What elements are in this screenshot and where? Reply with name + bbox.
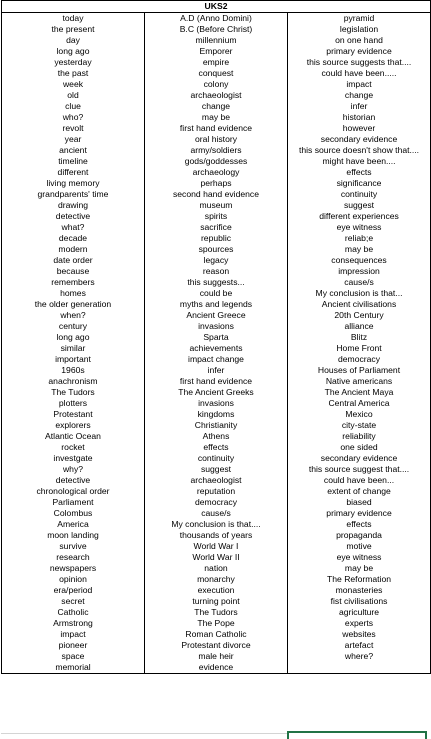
cell-col-a[interactable]: long ago — [2, 332, 145, 343]
cell-col-b[interactable]: execution — [145, 585, 288, 596]
cell-col-b[interactable]: infer — [145, 365, 288, 376]
table-row — [2, 57, 431, 68]
table-row — [2, 13, 431, 25]
cell-col-b[interactable]: Protestant divorce — [145, 640, 288, 651]
cell-col-c[interactable]: fist civilisations — [288, 596, 431, 607]
cell-col-c[interactable]: primary evidence — [288, 46, 431, 57]
cell-col-a[interactable]: secret — [2, 596, 145, 607]
cell-col-b[interactable]: The Tudors — [145, 607, 288, 618]
cell-col-a[interactable]: grandparents' time — [2, 189, 145, 200]
vocabulary-table — [1, 0, 431, 674]
cell-col-a[interactable]: opinion — [2, 574, 145, 585]
table-row — [2, 134, 431, 145]
table-row — [2, 409, 431, 420]
cell-col-b[interactable]: army/soldiers — [145, 145, 288, 156]
cell-col-c[interactable]: secondary evidence — [288, 453, 431, 464]
table-row — [2, 101, 431, 112]
cell-col-a[interactable]: the older generation — [2, 299, 145, 310]
cell-col-c[interactable]: Home Front — [288, 343, 431, 354]
cell-col-a[interactable]: The Tudors — [2, 387, 145, 398]
table-row — [2, 35, 431, 46]
cell-col-c[interactable]: eye witness — [288, 552, 431, 563]
table-row — [2, 618, 431, 629]
cell-col-a[interactable]: decade — [2, 233, 145, 244]
cell-col-c[interactable]: Mexico — [288, 409, 431, 420]
table-row — [2, 233, 431, 244]
cell-col-a[interactable]: memorial — [2, 662, 145, 674]
cell-col-a[interactable]: chronological order — [2, 486, 145, 497]
cell-col-a[interactable]: when? — [2, 310, 145, 321]
cell-col-c[interactable]: continuity — [288, 189, 431, 200]
table-row — [2, 585, 431, 596]
cell-col-c[interactable]: impression — [288, 266, 431, 277]
table-row — [2, 354, 431, 365]
cell-col-a[interactable]: day — [2, 35, 145, 46]
cell-col-b[interactable]: achievements — [145, 343, 288, 354]
cell-col-b[interactable]: Ancient Greece — [145, 310, 288, 321]
cell-col-a[interactable]: survive — [2, 541, 145, 552]
cell-col-c[interactable]: experts — [288, 618, 431, 629]
cell-col-c[interactable]: Native americans — [288, 376, 431, 387]
cell-col-b[interactable]: The Pope — [145, 618, 288, 629]
table-row — [2, 255, 431, 266]
table-row — [2, 24, 431, 35]
cell-col-b[interactable]: Sparta — [145, 332, 288, 343]
table-row — [2, 211, 431, 222]
cell-col-a[interactable]: drawing — [2, 200, 145, 211]
cell-col-a[interactable]: clue — [2, 101, 145, 112]
table-row — [2, 288, 431, 299]
cell-col-c[interactable]: propaganda — [288, 530, 431, 541]
cell-col-b[interactable]: change — [145, 101, 288, 112]
cell-col-a[interactable]: ancient — [2, 145, 145, 156]
cell-col-a[interactable]: timeline — [2, 156, 145, 167]
cell-col-c[interactable]: historian — [288, 112, 431, 123]
cell-col-c[interactable]: motive — [288, 541, 431, 552]
cell-col-b[interactable]: archaeologist — [145, 475, 288, 486]
cell-col-a[interactable]: impact — [2, 629, 145, 640]
table-row — [2, 497, 431, 508]
cell-col-a[interactable]: Colombus — [2, 508, 145, 519]
cell-col-a[interactable]: Parliament — [2, 497, 145, 508]
cell-col-c[interactable]: impact — [288, 79, 431, 90]
table-row — [2, 398, 431, 409]
cell-col-b[interactable]: cause/s — [145, 508, 288, 519]
cell-col-b[interactable]: My conclusion is that.... — [145, 519, 288, 530]
cell-col-b[interactable]: Roman Catholic — [145, 629, 288, 640]
cell-col-a[interactable]: explorers — [2, 420, 145, 431]
cell-col-c[interactable]: pyramid — [288, 13, 431, 25]
cell-col-b[interactable]: republic — [145, 233, 288, 244]
cell-col-a[interactable]: because — [2, 266, 145, 277]
cell-col-a[interactable]: week — [2, 79, 145, 90]
table-row — [2, 310, 431, 321]
cell-col-a[interactable]: yesterday — [2, 57, 145, 68]
table-row — [2, 574, 431, 585]
cell-col-b[interactable]: reputation — [145, 486, 288, 497]
cell-col-b[interactable]: gods/goddesses — [145, 156, 288, 167]
cell-col-c[interactable]: may be — [288, 244, 431, 255]
cell-col-c[interactable]: may be — [288, 563, 431, 574]
cell-col-b[interactable]: reason — [145, 266, 288, 277]
cell-col-c[interactable]: effects — [288, 167, 431, 178]
cell-col-c[interactable]: The Ancient Maya — [288, 387, 431, 398]
cell-col-c[interactable]: The Reformation — [288, 574, 431, 585]
cell-col-b[interactable]: sacrifice — [145, 222, 288, 233]
cell-col-c[interactable]: artefact — [288, 640, 431, 651]
cell-col-c[interactable]: where? — [288, 651, 431, 662]
cell-col-a[interactable]: Atlantic Ocean — [2, 431, 145, 442]
table-row — [2, 277, 431, 288]
cell-col-b[interactable]: perhaps — [145, 178, 288, 189]
cell-col-a[interactable]: who? — [2, 112, 145, 123]
cell-col-b[interactable]: nation — [145, 563, 288, 574]
cell-col-c[interactable]: 20th Century — [288, 310, 431, 321]
cell-col-b[interactable]: this suggests... — [145, 277, 288, 288]
cell-col-a[interactable]: living memory — [2, 178, 145, 189]
table-row — [2, 651, 431, 662]
cell-col-b[interactable]: millennium — [145, 35, 288, 46]
cell-col-b[interactable]: monarchy — [145, 574, 288, 585]
cell-col-c[interactable]: effects — [288, 519, 431, 530]
cell-col-c[interactable]: primary evidence — [288, 508, 431, 519]
cell-col-a[interactable]: 1960s — [2, 365, 145, 376]
cell-col-a[interactable]: newspapers — [2, 563, 145, 574]
cell-col-b[interactable]: impact change — [145, 354, 288, 365]
table-row — [2, 453, 431, 464]
cell-col-a[interactable]: space — [2, 651, 145, 662]
table-row — [2, 90, 431, 101]
table-row — [2, 607, 431, 618]
cell-col-a[interactable]: modern — [2, 244, 145, 255]
table-row — [2, 519, 431, 530]
cell-col-c[interactable] — [288, 662, 431, 674]
cell-col-b[interactable]: thousands of years — [145, 530, 288, 541]
cell-col-a[interactable]: year — [2, 134, 145, 145]
cell-col-b[interactable]: turning point — [145, 596, 288, 607]
cell-col-b[interactable]: spirits — [145, 211, 288, 222]
table-row — [2, 189, 431, 200]
cell-col-b[interactable]: B.C (Before Christ) — [145, 24, 288, 35]
cell-col-b[interactable]: evidence — [145, 662, 288, 674]
cell-col-b[interactable]: effects — [145, 442, 288, 453]
cell-col-b[interactable]: myths and legends — [145, 299, 288, 310]
cell-col-c[interactable]: this source suggests that.... — [288, 57, 431, 68]
cell-col-a[interactable]: remembers — [2, 277, 145, 288]
table-row — [2, 112, 431, 123]
selected-cell-outline[interactable] — [287, 731, 427, 739]
cell-col-a[interactable]: anachronism — [2, 376, 145, 387]
cell-col-b[interactable]: suggest — [145, 464, 288, 475]
table-row — [2, 563, 431, 574]
table-row — [2, 486, 431, 497]
cell-col-b[interactable]: A.D (Anno Domini) — [145, 13, 288, 25]
cell-col-c[interactable]: this source suggest that.... — [288, 464, 431, 475]
cell-col-a[interactable]: why? — [2, 464, 145, 475]
cell-col-a[interactable]: long ago — [2, 46, 145, 57]
table-row — [2, 552, 431, 563]
cell-col-b[interactable]: may be — [145, 112, 288, 123]
table-row — [2, 387, 431, 398]
table-row — [2, 266, 431, 277]
cell-col-c[interactable]: on one hand — [288, 35, 431, 46]
cell-col-a[interactable]: different — [2, 167, 145, 178]
cell-col-a[interactable]: what? — [2, 222, 145, 233]
cell-col-c[interactable]: Central America — [288, 398, 431, 409]
cell-col-a[interactable]: rocket — [2, 442, 145, 453]
cell-col-a[interactable]: the present — [2, 24, 145, 35]
cell-col-a[interactable]: Protestant — [2, 409, 145, 420]
header-row — [2, 1, 431, 13]
table-row — [2, 464, 431, 475]
cell-col-b[interactable]: could be — [145, 288, 288, 299]
table-row — [2, 167, 431, 178]
table-row — [2, 376, 431, 387]
cell-col-c[interactable]: democracy — [288, 354, 431, 365]
cell-col-a[interactable]: plotters — [2, 398, 145, 409]
cell-col-b[interactable]: The Ancient Greeks — [145, 387, 288, 398]
cell-col-b[interactable]: Emporer — [145, 46, 288, 57]
cell-col-b[interactable]: first hand evidence — [145, 123, 288, 134]
table-row — [2, 145, 431, 156]
cell-col-b[interactable]: Athens — [145, 431, 288, 442]
cell-col-c[interactable]: different experiences — [288, 211, 431, 222]
cell-col-b[interactable]: World War I — [145, 541, 288, 552]
cell-col-a[interactable]: America — [2, 519, 145, 530]
table-row — [2, 442, 431, 453]
table-row — [2, 79, 431, 90]
cell-col-c[interactable]: consequences — [288, 255, 431, 266]
table-row — [2, 640, 431, 651]
cell-col-c[interactable]: this source doesn't show that.... — [288, 145, 431, 156]
table-row — [2, 156, 431, 167]
table-row — [2, 530, 431, 541]
table-row — [2, 365, 431, 376]
cell-col-b[interactable]: legacy — [145, 255, 288, 266]
cell-col-c[interactable]: could have been... — [288, 475, 431, 486]
table-row — [2, 431, 431, 442]
cell-col-b[interactable]: museum — [145, 200, 288, 211]
cell-col-c[interactable]: My conclusion is that... — [288, 288, 431, 299]
table-row — [2, 200, 431, 211]
cell-col-a[interactable]: homes — [2, 288, 145, 299]
cell-col-b[interactable]: oral history — [145, 134, 288, 145]
cell-col-a[interactable]: similar — [2, 343, 145, 354]
cell-col-a[interactable]: era/period — [2, 585, 145, 596]
table-row — [2, 508, 431, 519]
cell-col-a[interactable]: old — [2, 90, 145, 101]
cell-col-c[interactable]: city-state — [288, 420, 431, 431]
cell-col-c[interactable]: suggest — [288, 200, 431, 211]
cell-col-c[interactable]: reliab;e — [288, 233, 431, 244]
cell-col-a[interactable]: detective — [2, 475, 145, 486]
cell-col-b[interactable]: invasions — [145, 321, 288, 332]
cell-col-b[interactable]: invasions — [145, 398, 288, 409]
table-row — [2, 68, 431, 79]
cell-col-b[interactable]: first hand evidence — [145, 376, 288, 387]
cell-col-c[interactable]: however — [288, 123, 431, 134]
table-row — [2, 332, 431, 343]
empty-row-gridline — [1, 733, 287, 734]
table-row — [2, 299, 431, 310]
cell-col-a[interactable]: Catholic — [2, 607, 145, 618]
cell-col-a[interactable]: moon landing — [2, 530, 145, 541]
cell-col-a[interactable]: pioneer — [2, 640, 145, 651]
table-row — [2, 244, 431, 255]
cell-col-a[interactable]: the past — [2, 68, 145, 79]
cell-col-c[interactable]: Houses of Parliament — [288, 365, 431, 376]
cell-col-b[interactable]: continuity — [145, 453, 288, 464]
cell-col-c[interactable]: legislation — [288, 24, 431, 35]
table-row — [2, 629, 431, 640]
cell-col-b[interactable]: kingdoms — [145, 409, 288, 420]
cell-col-a[interactable]: investgate — [2, 453, 145, 464]
table-row — [2, 222, 431, 233]
table-row — [2, 321, 431, 332]
table-row — [2, 420, 431, 431]
cell-col-b[interactable]: World War II — [145, 552, 288, 563]
cell-col-a[interactable]: detective — [2, 211, 145, 222]
cell-col-b[interactable]: colony — [145, 79, 288, 90]
cell-col-c[interactable]: agriculture — [288, 607, 431, 618]
cell-col-c[interactable]: could have been..... — [288, 68, 431, 79]
cell-col-b[interactable]: second hand evidence — [145, 189, 288, 200]
cell-col-c[interactable]: monasteries — [288, 585, 431, 596]
table-row — [2, 343, 431, 354]
cell-col-b[interactable]: conquest — [145, 68, 288, 79]
cell-col-b[interactable]: archaeologist — [145, 90, 288, 101]
cell-col-c[interactable]: change — [288, 90, 431, 101]
sheet-title-cell[interactable]: UKS2 — [2, 1, 431, 13]
table-row — [2, 46, 431, 57]
cell-col-c[interactable]: reliability — [288, 431, 431, 442]
table-row — [2, 123, 431, 134]
cell-col-a[interactable]: research — [2, 552, 145, 563]
table-row — [2, 178, 431, 189]
table-row — [2, 596, 431, 607]
cell-col-a[interactable]: century — [2, 321, 145, 332]
cell-col-c[interactable]: Ancient civilisations — [288, 299, 431, 310]
cell-col-c[interactable]: cause/s — [288, 277, 431, 288]
cell-col-a[interactable]: revolt — [2, 123, 145, 134]
cell-col-b[interactable]: male heir — [145, 651, 288, 662]
cell-col-c[interactable]: biased — [288, 497, 431, 508]
cell-col-b[interactable]: Christianity — [145, 420, 288, 431]
cell-col-b[interactable]: spources — [145, 244, 288, 255]
cell-col-a[interactable]: Armstrong — [2, 618, 145, 629]
cell-col-b[interactable]: empire — [145, 57, 288, 68]
cell-col-c[interactable]: one sided — [288, 442, 431, 453]
cell-col-c[interactable]: alliance — [288, 321, 431, 332]
cell-col-b[interactable]: democracy — [145, 497, 288, 508]
table-body — [2, 13, 431, 674]
cell-col-c[interactable]: eye witness — [288, 222, 431, 233]
cell-col-b[interactable]: archaeology — [145, 167, 288, 178]
cell-col-a[interactable]: important — [2, 354, 145, 365]
cell-col-c[interactable]: significance — [288, 178, 431, 189]
cell-col-a[interactable]: today — [2, 13, 145, 25]
cell-col-c[interactable]: might have been.... — [288, 156, 431, 167]
cell-col-c[interactable]: infer — [288, 101, 431, 112]
table-row — [2, 541, 431, 552]
table-row — [2, 475, 431, 486]
cell-col-c[interactable]: extent of change — [288, 486, 431, 497]
cell-col-c[interactable]: secondary evidence — [288, 134, 431, 145]
cell-col-c[interactable]: websites — [288, 629, 431, 640]
cell-col-a[interactable]: date order — [2, 255, 145, 266]
cell-col-c[interactable]: Blitz — [288, 332, 431, 343]
table-row — [2, 662, 431, 674]
